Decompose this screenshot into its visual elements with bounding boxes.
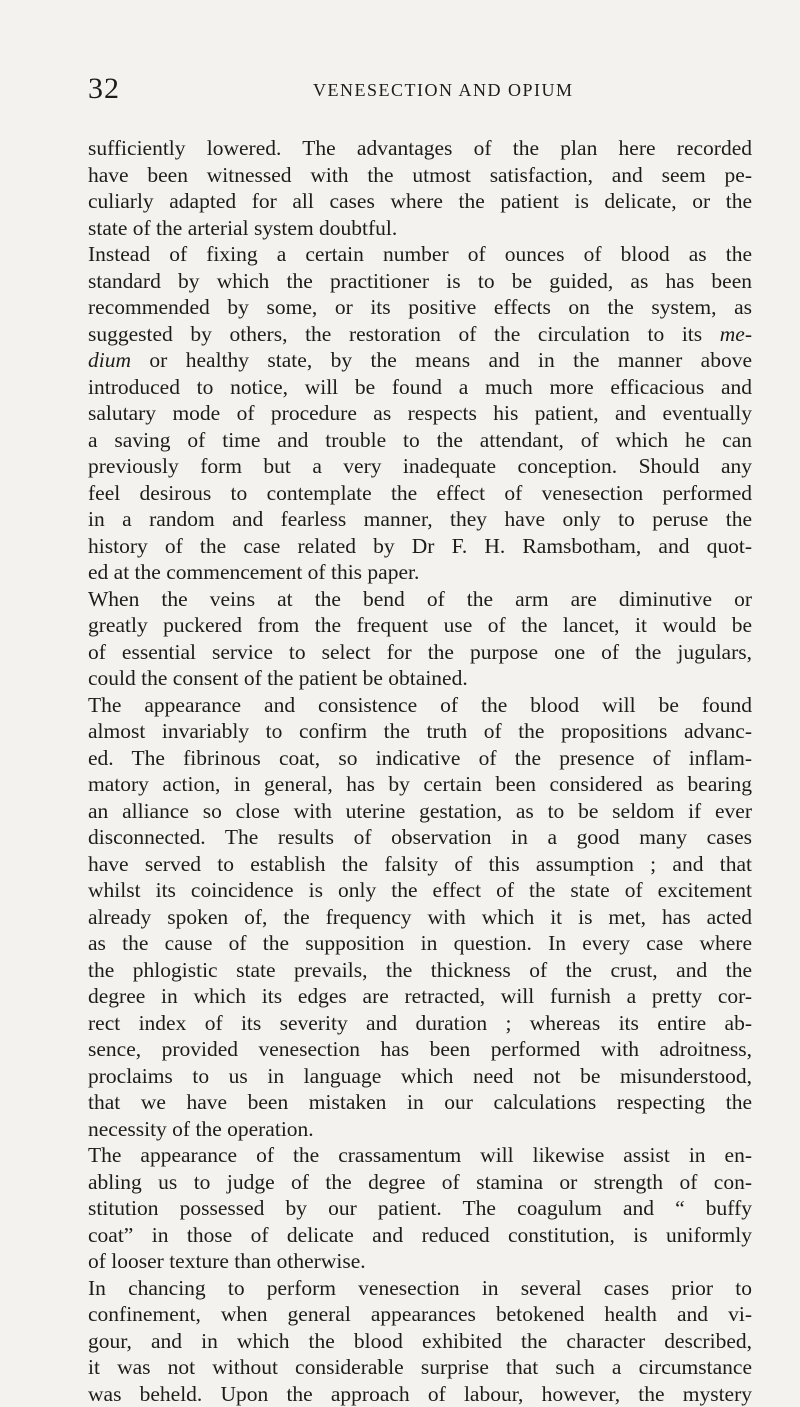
running-head: VENESECTION AND OPIUM [313, 80, 574, 101]
text-line: feel desirous to contemplate the effect of venesection performed [88, 480, 752, 507]
text-line: have served to establish the falsity of this assumption ; and that [88, 851, 752, 878]
text-line: Instead of fixing a certain number of ounces of blood as the [88, 241, 752, 268]
page-number: 32 [88, 72, 120, 106]
text-line: previously form but a very inadequate conception. Should any [88, 453, 752, 480]
text-line: salutary mode of procedure as respects his patient, and eventually [88, 400, 752, 427]
text-line: sufficiently lowered. The advantages of the plan here recorded [88, 135, 752, 162]
text-line: as the cause of the supposition in question. In every case where [88, 930, 752, 957]
text-line: matory action, in general, has by certain been considered as bearing [88, 771, 752, 798]
text-line: disconnected. The results of observation in a good many cases [88, 824, 752, 851]
text-line: it was not without considerable surprise that such a circumstance [88, 1354, 752, 1381]
text-line: stitution possessed by our patient. The coagulum and “ buffy [88, 1195, 752, 1222]
text-line: in a random and fearless manner, they have only to peruse the [88, 506, 752, 533]
text-line: the phlogistic state prevails, the thickness of the crust, and the [88, 957, 752, 984]
text-line: was beheld. Upon the approach of labour, however, the mystery [88, 1381, 752, 1407]
text-line: that we have been mistaken in our calculations respecting the [88, 1089, 752, 1116]
text-line: rect index of its severity and duration ; whereas its entire ab- [88, 1010, 752, 1037]
text-line: standard by which the practitioner is to be guided, as has been [88, 268, 752, 295]
text-line: state of the arterial system doubtful. [88, 215, 752, 242]
text-line: culiarly adapted for all cases where the patient is delicate, or the [88, 188, 752, 215]
text-line: an alliance so close with uterine gestation, as to be seldom if ever [88, 798, 752, 825]
text-line: In chancing to perform venesection in several cases prior to [88, 1275, 752, 1302]
text-line: already spoken of, the frequency with which it is met, has acted [88, 904, 752, 931]
text-line: ed at the commencement of this paper. [88, 559, 752, 586]
text-line: greatly puckered from the frequent use of the lancet, it would be [88, 612, 752, 639]
text-line: of looser texture than otherwise. [88, 1248, 752, 1275]
text-line: whilst its coincidence is only the effect of the state of excitement [88, 877, 752, 904]
text-line: The appearance of the crassamentum will likewise assist in en- [88, 1142, 752, 1169]
text-line: history of the case related by Dr F. H. Ramsbotham, and quot- [88, 533, 752, 560]
text-line: When the veins at the bend of the arm are diminutive or [88, 586, 752, 613]
page-header [0, 72, 800, 112]
text-line: The appearance and consistence of the blood will be found [88, 692, 752, 719]
italic-word: me- [720, 322, 752, 346]
text-line: confinement, when general appearances betokened health and vi- [88, 1301, 752, 1328]
text-line: introduced to notice, will be found a much more efficacious and [88, 374, 752, 401]
text-line: dium or healthy state, by the means and in the manner above [88, 347, 752, 374]
text-line: abling us to judge of the degree of stamina or strength of con- [88, 1169, 752, 1196]
text-line: of essential service to select for the purpose one of the jugulars, [88, 639, 752, 666]
text-line: a saving of time and trouble to the attendant, of which he can [88, 427, 752, 454]
text-line: proclaims to us in language which need not be misunderstood, [88, 1063, 752, 1090]
body-text [88, 135, 752, 1407]
text-line: degree in which its edges are retracted, will furnish a pretty cor- [88, 983, 752, 1010]
text-line: sence, provided venesection has been performed with adroitness, [88, 1036, 752, 1063]
text-line: almost invariably to confirm the truth of the propositions advanc- [88, 718, 752, 745]
italic-word: dium [88, 348, 131, 372]
text-line: recommended by some, or its positive effects on the system, as [88, 294, 752, 321]
text-line: could the consent of the patient be obtained. [88, 665, 752, 692]
text-line: suggested by others, the restoration of the circulation to its me- [88, 321, 752, 348]
text-line: necessity of the operation. [88, 1116, 752, 1143]
text-line: ed. The fibrinous coat, so indicative of the presence of inflam- [88, 745, 752, 772]
text-line: have been witnessed with the utmost satisfaction, and seem pe- [88, 162, 752, 189]
text-line: coat” in those of delicate and reduced constitution, is uniformly [88, 1222, 752, 1249]
text-line: gour, and in which the blood exhibited the character described, [88, 1328, 752, 1355]
